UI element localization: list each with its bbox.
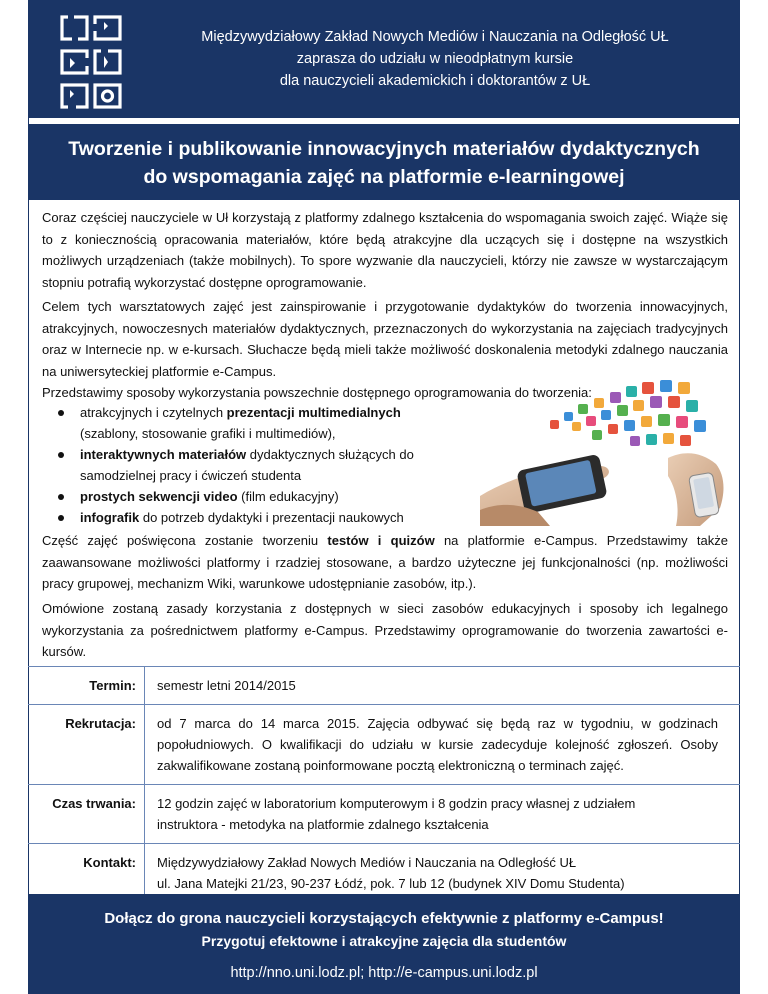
mobile-apps-illustration-icon xyxy=(480,378,728,526)
paragraph-bold: testów i quizów xyxy=(327,533,435,548)
znm-logo-icon xyxy=(60,14,122,110)
kontakt-line: Międzywydziałowy Zakład Nowych Mediów i Nauczania na Odległość UŁ xyxy=(157,855,577,870)
title-banner xyxy=(28,124,740,200)
bullet-icon xyxy=(58,494,64,500)
czas-line: 12 godzin zajęć w laboratorium komputerowym i 8 godzin pracy własnej z udziałem xyxy=(157,796,636,811)
bullet-icon xyxy=(58,410,64,416)
bullet-text: (film edukacyjny) xyxy=(237,489,339,504)
footer-headline: Dołącz do grona nauczycieli korzystających efektywnie z platformy e-Campus! xyxy=(104,910,664,927)
bullet-bold: interaktywnych materiałów xyxy=(80,447,247,462)
bullet-bold: infografik xyxy=(80,510,140,525)
bullet-icon xyxy=(58,452,64,458)
rekrutacja-label: Rekrutacja: xyxy=(28,705,145,785)
header-text xyxy=(136,26,734,92)
header-line: dla nauczycieli akademickich i doktorantów z UŁ xyxy=(279,73,591,89)
paragraph-text xyxy=(42,530,728,595)
bullet-subtext: (szablony, stosowanie grafiki i multimediów), xyxy=(80,426,336,441)
list-item xyxy=(42,402,462,444)
paragraph-text: na platformie e-Campus. Przedstawimy także zaawansowane możliwości platformy i rzadziej stosowane, a bardzo użyteczne jej funkcjonalności (np. możliwości pracy grupowej, mechanizm Wiki, warunkowe udostępnianie zasobów, itp.). xyxy=(42,533,728,591)
goal-paragraph xyxy=(42,296,728,382)
list-item xyxy=(42,444,462,486)
czas-label: Czas trwania: xyxy=(28,785,145,844)
tests-paragraph xyxy=(42,530,728,595)
czas-value xyxy=(145,785,741,844)
bullet-icon xyxy=(58,515,64,521)
bullet-text: do potrzeb dydaktyki i prezentacji naukowych xyxy=(139,510,404,525)
footer-subline: Przygotuj efektowne i atrakcyjne zajęcia dla studentów xyxy=(201,933,567,949)
bullet-subtext: samodzielnej pracy i ćwiczeń studenta xyxy=(80,468,302,483)
rekrutacja-value: od 7 marca do 14 marca 2015. Zajęcia odbywać się będą raz w tygodniu, w godzinach popołudniowych. O kwalifikacji do udziału w kursie zadecyduje kolejność zgłoszeń. Osoby zakwalifikowane zostaną poinformowane pocztą elektroniczną o terminach zajęć. xyxy=(145,705,741,785)
title-line: do wspomagania zajęć na platformie e-learningowej xyxy=(143,166,625,188)
header-line: zaprasza do udziału w nieodpłatnym kursie xyxy=(296,51,574,67)
list-item xyxy=(42,507,462,528)
bullet-bold: prostych sekwencji video xyxy=(80,489,238,504)
intro-paragraph xyxy=(42,207,728,293)
paragraph-text: Przedstawimy sposoby wykorzystania powszechnie dostępnego oprogramowania do tworzenia: xyxy=(42,385,592,400)
termin-label: Termin: xyxy=(28,667,145,705)
resources-paragraph xyxy=(42,598,728,663)
bullet-text: atrakcyjnych i czytelnych xyxy=(80,405,227,420)
course-title xyxy=(28,124,740,191)
bullet-bold: prezentacji multimedialnych xyxy=(226,405,401,420)
tools-list xyxy=(42,402,462,528)
bullet-text: dydaktycznych służących do xyxy=(246,447,414,462)
paragraph-text: Coraz częściej nauczyciele w Uł korzystają z platformy zdalnego kształcenia do wspomagania swoich zajęć. Wiąże się to z koniecznością opracowania materiałów, które będą atrakcyjne dla uczących się i dostępne na wszystkich możliwych urządzeniach (także mobilnych). To spore wyzwanie dla nauczycieli, którzy nie zawsze w wystarczającym stopniu potrafią wykorzystać dostępne oprogramowanie. xyxy=(42,210,728,290)
termin-value: semestr letni 2014/2015 xyxy=(145,667,741,705)
course-info-table xyxy=(28,666,740,924)
paragraph-text: Część zajęć poświęcona zostanie tworzeniu xyxy=(42,533,328,548)
table-row xyxy=(28,667,740,705)
list-item xyxy=(42,486,462,507)
footer-banner xyxy=(28,894,740,994)
paragraph-text: Celem tych warsztatowych zajęć jest zainspirowanie i przygotowanie dydaktyków do tworzenia innowacyjnych, atrakcyjnych, nowoczesnych materiałów dydaktycznych, przeznaczonych do wykorzystania na zajęciach tradycyjnych oraz w Internecie np. w e-kursach. Słuchacze będą mieli także możliwość doskonalenia metodyki zdalnego nauczania na uniwersyteckiej platformie e-Campus. xyxy=(42,299,728,379)
czas-line: instruktora - metodyka na platformie zdalnego kształcenia xyxy=(157,817,489,832)
kontakt-label: Kontakt: xyxy=(28,844,145,924)
header-line: Międzywydziałowy Zakład Nowych Mediów i Nauczania na Odległość UŁ xyxy=(201,29,669,45)
table-row xyxy=(28,785,740,844)
kontakt-line: ul. Jana Matejki 21/23, 90-237 Łódź, pok. 7 lub 12 (budynek XIV Domu Studenta) xyxy=(157,876,625,891)
paragraph-text: Omówione zostaną zasady korzystania z dostępnych w sieci zasobów edukacyjnych i sposoby ich legalnego wykorzystania za pośrednictwem platformy e-Campus. Przedstawimy oprogramowanie do tworzenia zawartości e-kursów. xyxy=(42,601,728,659)
title-line: Tworzenie i publikowanie innowacyjnych materiałów dydaktycznych xyxy=(68,138,700,160)
table-row xyxy=(28,705,740,785)
footer-links[interactable]: http://nno.uni.lodz.pl; http://e-campus.uni.lodz.pl xyxy=(230,965,538,981)
header-banner xyxy=(28,0,740,118)
